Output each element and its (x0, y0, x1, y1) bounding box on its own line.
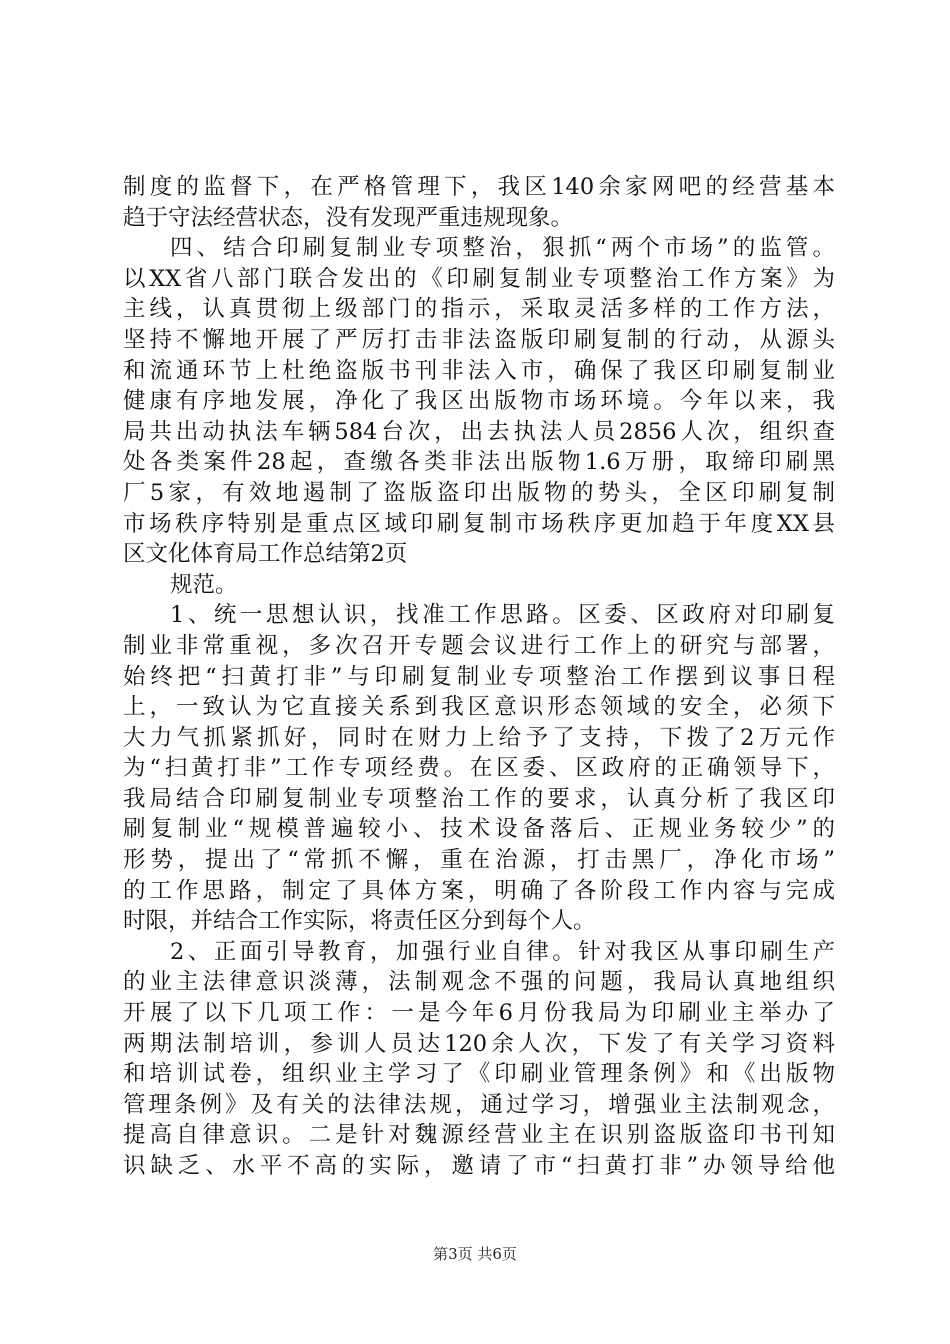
text-line: 厂5家，有效地遏制了盗版盗印出版物的势头，全区印刷复制 (123, 479, 835, 506)
text-line: 识缺乏、水平不高的实际，邀请了市“扫黄打非”办领导给他 (123, 1153, 835, 1179)
text-line: 局共出动执法车辆584台次，出去执法人员2856人次，组织查 (123, 418, 835, 445)
text-line: 处各类案件28起，查缴各类非法出版物1.6万册，取缔印刷黑 (123, 449, 835, 476)
text-line: 我局结合印刷复制业专项整治工作的要求，认真分析了我区印 (123, 785, 835, 812)
text-line: 制度的监督下，在严格管理下，我区140余家网吧的经营基本 (123, 174, 835, 200)
text-line: 主线，认真贯彻上级部门的指示，采取灵活多样的工作方法， (123, 296, 835, 323)
text-line: 规范。 (170, 571, 238, 598)
text-line: 市场秩序特别是重点区域印刷复制市场秩序更加趋于年度XX县 (123, 510, 835, 537)
text-line: 制业非常重视，多次召开专题会议进行工作上的研究与部署， (123, 632, 835, 659)
text-line: 时限，并结合工作实际，将责任区分到每个人。 (123, 908, 596, 935)
text-line: 区文化体育局工作总结第2页 (123, 541, 408, 568)
text-line: 提高自律意识。二是针对魏源经营业主在识别盗版盗印书刊知 (123, 1122, 835, 1149)
text-line: 坚持不懈地开展了严厉打击非法盗版印刷复制的行动，从源头 (123, 326, 835, 353)
document-body (123, 172, 835, 1182)
text-line: 大力气抓紧抓好，同时在财力上给予了支持，下拨了2万元作 (123, 724, 835, 751)
text-line: 趋于守法经营状态，没有发现严重违规现象。 (123, 204, 574, 231)
text-line: 2、正面引导教育，加强行业自律。针对我区从事印刷生产 (170, 938, 835, 965)
text-line: 两期法制培训，参训人员达120余人次，下发了有关学习资料 (123, 1030, 835, 1057)
text-line: 的业主法律意识淡薄，法制观念不强的问题，我局认真地组织 (123, 969, 835, 996)
text-line: 开展了以下几项工作：一是今年6月份我局为印刷业主举办了 (123, 1000, 835, 1027)
text-line: 始终把“扫黄打非”与印刷复制业专项整治工作摆到议事日程 (123, 663, 835, 690)
text-line: 上，一致认为它直接关系到我区意识形态领域的安全，必须下 (123, 694, 835, 721)
text-line: 四、结合印刷复制业专项整治，狠抓“两个市场”的监管。 (170, 235, 835, 262)
text-line: 1、统一思想认识，找准工作思路。区委、区政府对印刷复 (170, 602, 835, 629)
text-line: 以XX省八部门联合发出的《印刷复制业专项整治工作方案》为 (123, 265, 835, 292)
text-line: 健康有序地发展，净化了我区出版物市场环境。今年以来，我 (123, 388, 835, 415)
text-line: 刷复制业“规模普遍较小、技术设备落后、正规业务较少”的 (123, 816, 835, 843)
text-line: 管理条例》及有关的法律法规，通过学习，增强业主法制观念， (123, 1091, 835, 1118)
text-line: 形势，提出了“常抓不懈，重在治源，打击黑厂，净化市场” (123, 847, 835, 874)
text-line: 的工作思路，制定了具体方案，明确了各阶段工作内容与完成 (123, 877, 835, 904)
text-line: 和流通环节上杜绝盗版书刊非法入市，确保了我区印刷复制业 (123, 357, 835, 384)
text-line: 为“扫黄打非”工作专项经费。在区委、区政府的正确领导下， (123, 755, 835, 782)
page-footer: 第3页 共6页 (433, 1245, 517, 1263)
text-line: 和培训试卷，组织业主学习了《印刷业管理条例》和《出版物 (123, 1061, 835, 1088)
